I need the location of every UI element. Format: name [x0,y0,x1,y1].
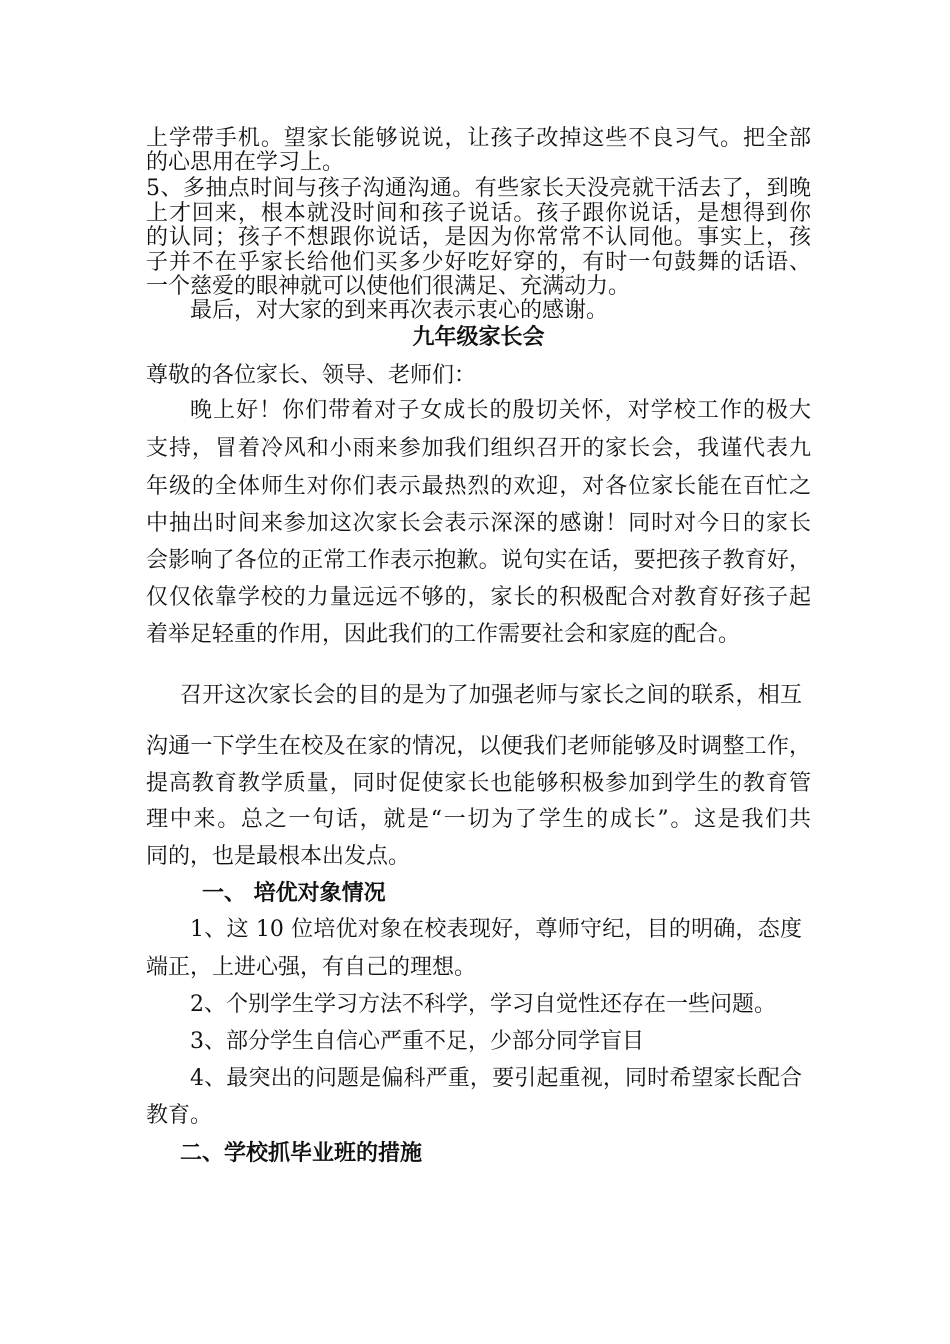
paragraph-line: 沟通一下学生在校及在家的情况，以便我们老师能够及时调整工作， [146,734,811,759]
paragraph-line: 召开这次家长会的目的是为了加强老师与家长之间的联系，相互 [180,683,802,708]
text-line: 的心思用在学习上。 [146,150,345,175]
paragraph-line: 晚上好！你们带着对子女成长的殷切关怀，对学校工作的极大 [190,398,811,423]
paragraph-line: 仅仅依靠学校的力量远远不够的，家长的积极配合对教育好孩子起 [146,585,811,610]
text-line: 子并不在乎家长给他们买多少好吃好穿的，有时一句鼓舞的话语、 [146,250,811,275]
list-item: 1、这 10 位培优对象在校表现好，尊师守纪，目的明确，态度 [190,917,802,942]
list-item: 教育。 [146,1103,213,1128]
section-heading: 一、 培优对象情况 [202,880,386,906]
text-line: 5、多抽点时间与孩子沟通沟通。有些家长天没亮就干活去了，到晚 [146,176,811,201]
text-line: 一个慈爱的眼神就可以使他们很满足、充满动力。 [146,274,631,299]
list-item: 2、个别学生学习方法不科学，学习自觉性还存在一些问题。 [190,992,776,1017]
text-line: 上才回来，根本就没时间和孩子说话。孩子跟你说话，是想得到你 [146,201,811,226]
paragraph-line: 会影响了各位的正常工作表示抱歉。说句实在话，要把孩子教育好， [146,548,811,573]
paragraph-line: 同的，也是最根本出发点。 [146,844,411,869]
paragraph-line: 提高教育教学质量，同时促使家长也能够积极参加到学生的教育管 [146,771,811,796]
paragraph-line: 着举足轻重的作用，因此我们的工作需要社会和家庭的配合。 [146,622,741,647]
text-line: 的认同；孩子不想跟你说话，是因为你常常不认同他。事实上，孩 [146,225,811,250]
paragraph-line: 支持，冒着冷风和小雨来参加我们组织召开的家长会，我谨代表九 [146,436,811,461]
text-line: 上学带手机。望家长能够说说，让孩子改掉这些不良习气。把全部 [146,126,811,151]
list-item: 4、最突出的问题是偏科严重，要引起重视，同时希望家长配合 [190,1066,802,1091]
greeting: 尊敬的各位家长、领导、老师们： [146,363,477,388]
closing-line: 最后，对大家的到来再次表示衷心的感谢。 [190,298,609,323]
page-title: 九年级家长会 [412,324,545,350]
list-item: 端正，上进心强，有自己的理想。 [146,955,477,980]
paragraph-line: 年级的全体师生对你们表示最热烈的欢迎，对各位家长能在百忙之 [146,474,811,499]
list-item: 3、部分学生自信心严重不足，少部分同学盲目 [190,1029,644,1054]
paragraph-line: 中抽出时间来参加这次家长会表示深深的感谢！同时对今日的家长 [146,511,811,536]
section-heading: 二、学校抓毕业班的措施 [180,1140,423,1166]
paragraph-line: 理中来。总之一句话，就是“一切为了学生的成长”。这是我们共 [146,807,811,832]
